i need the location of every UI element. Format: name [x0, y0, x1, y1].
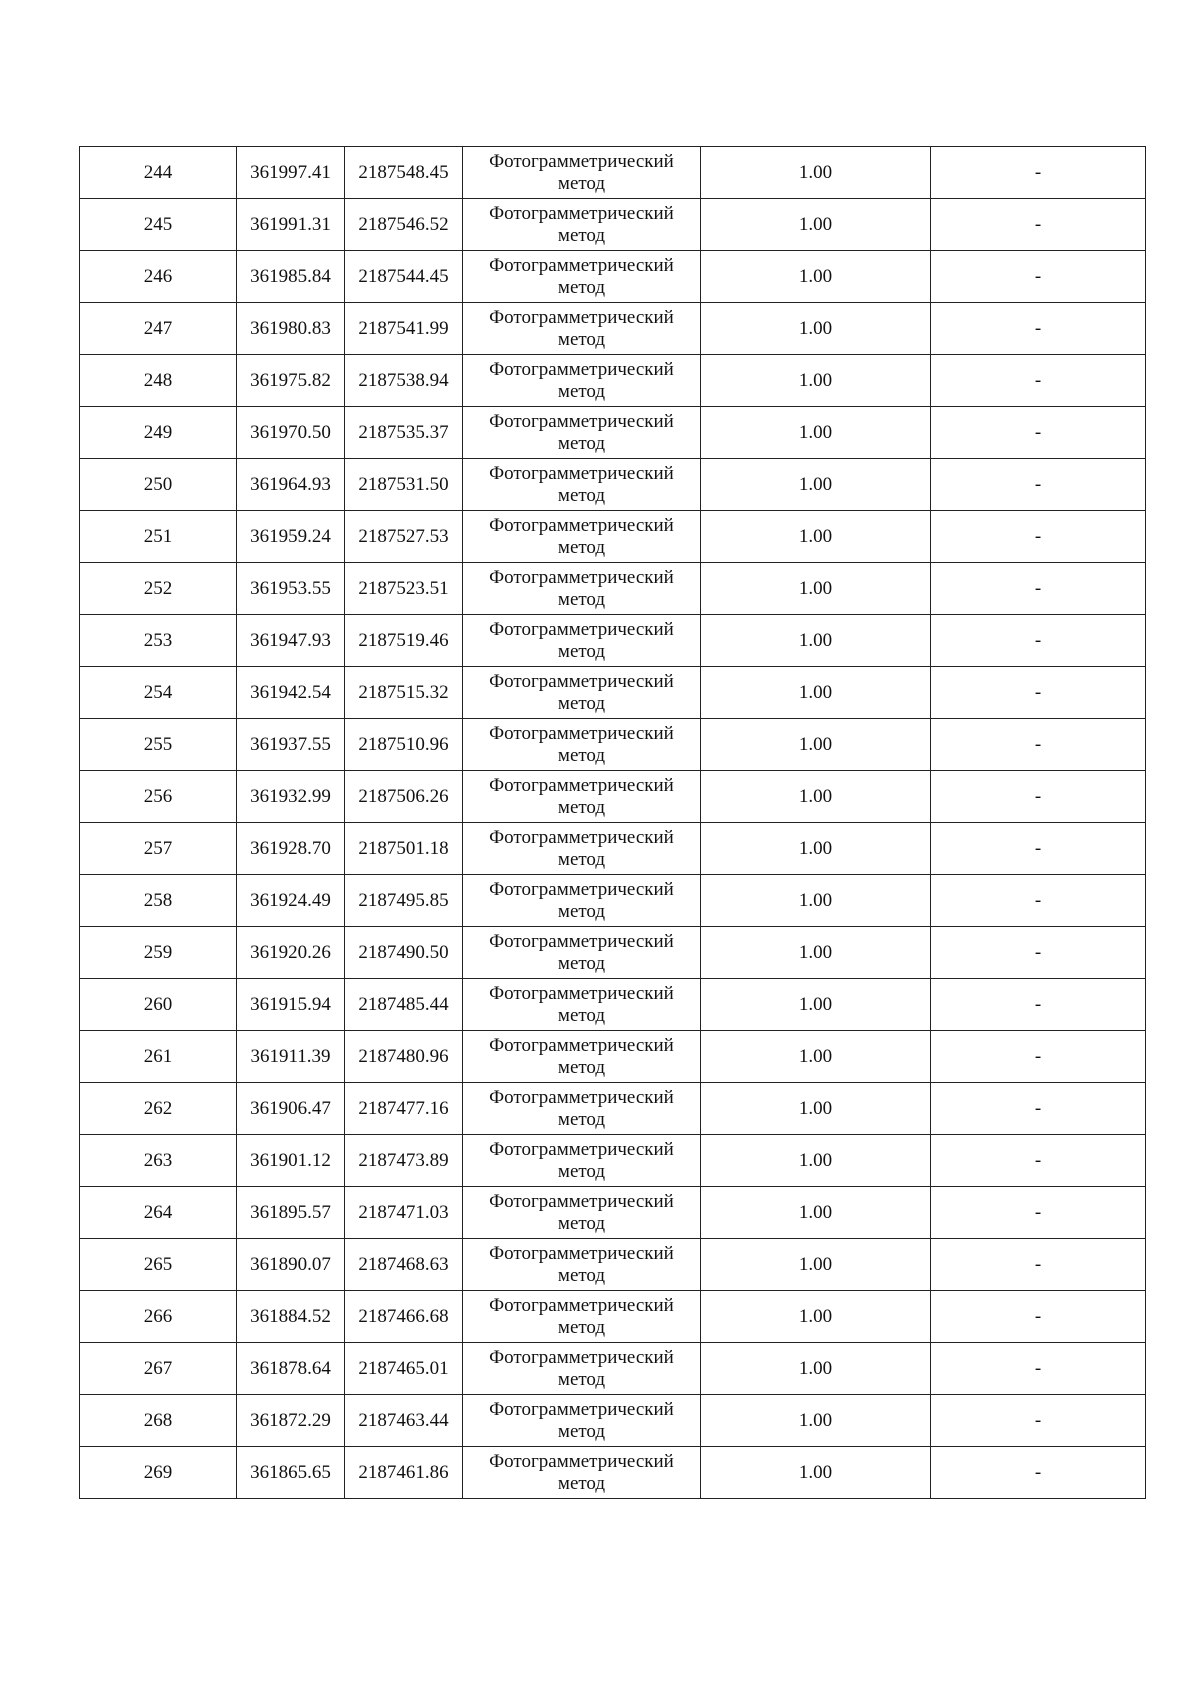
- table-row: [80, 667, 1146, 719]
- table-row: [80, 1239, 1146, 1291]
- note-cell: -: [931, 303, 1146, 355]
- method-line-2: метод: [557, 692, 606, 714]
- note-cell: -: [931, 355, 1146, 407]
- x-coordinate-cell: 361906.47: [237, 1083, 345, 1135]
- note-cell: -: [931, 979, 1146, 1031]
- point-number-cell: 258: [80, 875, 237, 927]
- note-cell: -: [931, 1343, 1146, 1395]
- method-line-1: Фотограмметрический: [489, 566, 674, 588]
- note-cell: -: [931, 511, 1146, 563]
- point-number-cell: 268: [80, 1395, 237, 1447]
- table-row: [80, 719, 1146, 771]
- table-row: [80, 303, 1146, 355]
- point-number-cell: 256: [80, 771, 237, 823]
- accuracy-cell: 1.00: [701, 615, 931, 667]
- x-coordinate-cell: 361932.99: [237, 771, 345, 823]
- method-cell: [463, 251, 701, 303]
- x-coordinate-cell: 361890.07: [237, 1239, 345, 1291]
- point-number-cell: 260: [80, 979, 237, 1031]
- accuracy-cell: 1.00: [701, 407, 931, 459]
- y-coordinate-cell: 2187535.37: [345, 407, 463, 459]
- method-line-1: Фотограмметрический: [489, 1294, 674, 1316]
- method-line-1: Фотограмметрический: [489, 1346, 674, 1368]
- method-line-1: Фотограмметрический: [489, 1242, 674, 1264]
- y-coordinate-cell: 2187519.46: [345, 615, 463, 667]
- y-coordinate-cell: 2187461.86: [345, 1447, 463, 1499]
- point-number-cell: 259: [80, 927, 237, 979]
- y-coordinate-cell: 2187531.50: [345, 459, 463, 511]
- method-line-2: метод: [557, 1004, 606, 1026]
- table-row: [80, 1083, 1146, 1135]
- note-cell: -: [931, 459, 1146, 511]
- method-cell: [463, 199, 701, 251]
- method-line-1: Фотограмметрический: [489, 1190, 674, 1212]
- point-number-cell: 247: [80, 303, 237, 355]
- method-line-1: Фотограмметрический: [489, 982, 674, 1004]
- point-number-cell: 254: [80, 667, 237, 719]
- method-line-2: метод: [557, 796, 606, 818]
- y-coordinate-cell: 2187465.01: [345, 1343, 463, 1395]
- note-cell: -: [931, 667, 1146, 719]
- y-coordinate-cell: 2187546.52: [345, 199, 463, 251]
- note-cell: -: [931, 199, 1146, 251]
- method-line-1: Фотограмметрический: [489, 306, 674, 328]
- accuracy-cell: 1.00: [701, 303, 931, 355]
- y-coordinate-cell: 2187501.18: [345, 823, 463, 875]
- y-coordinate-cell: 2187538.94: [345, 355, 463, 407]
- y-coordinate-cell: 2187541.99: [345, 303, 463, 355]
- method-line-2: метод: [557, 744, 606, 766]
- x-coordinate-cell: 361928.70: [237, 823, 345, 875]
- method-line-2: метод: [557, 1160, 606, 1182]
- method-line-1: Фотограмметрический: [489, 1450, 674, 1472]
- method-cell: [463, 979, 701, 1031]
- coordinates-table-body: [80, 147, 1146, 1499]
- method-line-2: метод: [557, 952, 606, 974]
- table-row: [80, 459, 1146, 511]
- note-cell: -: [931, 407, 1146, 459]
- x-coordinate-cell: 361975.82: [237, 355, 345, 407]
- accuracy-cell: 1.00: [701, 199, 931, 251]
- note-cell: -: [931, 1187, 1146, 1239]
- accuracy-cell: 1.00: [701, 251, 931, 303]
- method-cell: [463, 875, 701, 927]
- x-coordinate-cell: 361924.49: [237, 875, 345, 927]
- method-line-1: Фотограмметрический: [489, 618, 674, 640]
- accuracy-cell: 1.00: [701, 667, 931, 719]
- accuracy-cell: 1.00: [701, 1187, 931, 1239]
- method-line-2: метод: [557, 640, 606, 662]
- x-coordinate-cell: 361915.94: [237, 979, 345, 1031]
- point-number-cell: 251: [80, 511, 237, 563]
- method-line-2: метод: [557, 328, 606, 350]
- table-row: [80, 563, 1146, 615]
- accuracy-cell: 1.00: [701, 1135, 931, 1187]
- table-row: [80, 979, 1146, 1031]
- method-line-1: Фотограмметрический: [489, 930, 674, 952]
- method-line-2: метод: [557, 900, 606, 922]
- point-number-cell: 269: [80, 1447, 237, 1499]
- table-row: [80, 1447, 1146, 1499]
- method-cell: [463, 355, 701, 407]
- accuracy-cell: 1.00: [701, 563, 931, 615]
- point-number-cell: 265: [80, 1239, 237, 1291]
- x-coordinate-cell: 361937.55: [237, 719, 345, 771]
- y-coordinate-cell: 2187471.03: [345, 1187, 463, 1239]
- x-coordinate-cell: 361901.12: [237, 1135, 345, 1187]
- y-coordinate-cell: 2187523.51: [345, 563, 463, 615]
- method-cell: [463, 407, 701, 459]
- method-line-1: Фотограмметрический: [489, 878, 674, 900]
- method-line-2: метод: [557, 1420, 606, 1442]
- x-coordinate-cell: 361942.54: [237, 667, 345, 719]
- point-number-cell: 267: [80, 1343, 237, 1395]
- accuracy-cell: 1.00: [701, 1395, 931, 1447]
- table-row: [80, 355, 1146, 407]
- note-cell: -: [931, 1291, 1146, 1343]
- table-row: [80, 1291, 1146, 1343]
- method-line-2: метод: [557, 1264, 606, 1286]
- note-cell: -: [931, 875, 1146, 927]
- x-coordinate-cell: 361865.65: [237, 1447, 345, 1499]
- x-coordinate-cell: 361884.52: [237, 1291, 345, 1343]
- accuracy-cell: 1.00: [701, 459, 931, 511]
- note-cell: -: [931, 1083, 1146, 1135]
- note-cell: -: [931, 1395, 1146, 1447]
- method-line-2: метод: [557, 536, 606, 558]
- x-coordinate-cell: 361997.41: [237, 147, 345, 199]
- point-number-cell: 253: [80, 615, 237, 667]
- y-coordinate-cell: 2187544.45: [345, 251, 463, 303]
- note-cell: -: [931, 251, 1146, 303]
- table-row: [80, 927, 1146, 979]
- accuracy-cell: 1.00: [701, 875, 931, 927]
- table-row: [80, 407, 1146, 459]
- y-coordinate-cell: 2187480.96: [345, 1031, 463, 1083]
- y-coordinate-cell: 2187506.26: [345, 771, 463, 823]
- point-number-cell: 264: [80, 1187, 237, 1239]
- method-cell: [463, 667, 701, 719]
- method-line-1: Фотограмметрический: [489, 254, 674, 276]
- accuracy-cell: 1.00: [701, 511, 931, 563]
- accuracy-cell: 1.00: [701, 823, 931, 875]
- method-line-2: метод: [557, 276, 606, 298]
- accuracy-cell: 1.00: [701, 147, 931, 199]
- accuracy-cell: 1.00: [701, 927, 931, 979]
- method-cell: [463, 1239, 701, 1291]
- y-coordinate-cell: 2187466.68: [345, 1291, 463, 1343]
- accuracy-cell: 1.00: [701, 1083, 931, 1135]
- x-coordinate-cell: 361991.31: [237, 199, 345, 251]
- method-line-2: метод: [557, 1212, 606, 1234]
- method-line-2: метод: [557, 484, 606, 506]
- note-cell: -: [931, 147, 1146, 199]
- method-cell: [463, 1083, 701, 1135]
- y-coordinate-cell: 2187463.44: [345, 1395, 463, 1447]
- table-row: [80, 1187, 1146, 1239]
- note-cell: -: [931, 927, 1146, 979]
- point-number-cell: 262: [80, 1083, 237, 1135]
- note-cell: -: [931, 1447, 1146, 1499]
- x-coordinate-cell: 361920.26: [237, 927, 345, 979]
- method-cell: [463, 615, 701, 667]
- method-line-2: метод: [557, 1056, 606, 1078]
- method-cell: [463, 511, 701, 563]
- method-line-1: Фотограмметрический: [489, 202, 674, 224]
- note-cell: -: [931, 771, 1146, 823]
- x-coordinate-cell: 361980.83: [237, 303, 345, 355]
- x-coordinate-cell: 361959.24: [237, 511, 345, 563]
- accuracy-cell: 1.00: [701, 719, 931, 771]
- method-line-1: Фотограмметрический: [489, 1034, 674, 1056]
- x-coordinate-cell: 361970.50: [237, 407, 345, 459]
- method-line-2: метод: [557, 1316, 606, 1338]
- accuracy-cell: 1.00: [701, 771, 931, 823]
- method-line-2: метод: [557, 588, 606, 610]
- method-line-1: Фотограмметрический: [489, 826, 674, 848]
- y-coordinate-cell: 2187485.44: [345, 979, 463, 1031]
- accuracy-cell: 1.00: [701, 1291, 931, 1343]
- method-line-1: Фотограмметрический: [489, 358, 674, 380]
- point-number-cell: 249: [80, 407, 237, 459]
- x-coordinate-cell: 361985.84: [237, 251, 345, 303]
- method-line-1: Фотограмметрический: [489, 514, 674, 536]
- method-line-2: метод: [557, 172, 606, 194]
- method-line-2: метод: [557, 1108, 606, 1130]
- table-row: [80, 511, 1146, 563]
- x-coordinate-cell: 361953.55: [237, 563, 345, 615]
- method-line-1: Фотограмметрический: [489, 1138, 674, 1160]
- point-number-cell: 252: [80, 563, 237, 615]
- method-cell: [463, 1187, 701, 1239]
- method-line-1: Фотограмметрический: [489, 774, 674, 796]
- y-coordinate-cell: 2187468.63: [345, 1239, 463, 1291]
- method-cell: [463, 563, 701, 615]
- point-number-cell: 250: [80, 459, 237, 511]
- table-row: [80, 1395, 1146, 1447]
- note-cell: -: [931, 1031, 1146, 1083]
- y-coordinate-cell: 2187515.32: [345, 667, 463, 719]
- accuracy-cell: 1.00: [701, 1447, 931, 1499]
- method-cell: [463, 147, 701, 199]
- method-line-1: Фотограмметрический: [489, 462, 674, 484]
- method-line-2: метод: [557, 1368, 606, 1390]
- method-cell: [463, 1343, 701, 1395]
- table-row: [80, 147, 1146, 199]
- method-cell: [463, 771, 701, 823]
- method-line-1: Фотограмметрический: [489, 1398, 674, 1420]
- table-row: [80, 199, 1146, 251]
- x-coordinate-cell: 361947.93: [237, 615, 345, 667]
- table-row: [80, 823, 1146, 875]
- method-line-1: Фотограмметрический: [489, 410, 674, 432]
- y-coordinate-cell: 2187490.50: [345, 927, 463, 979]
- method-cell: [463, 1031, 701, 1083]
- accuracy-cell: 1.00: [701, 1239, 931, 1291]
- point-number-cell: 246: [80, 251, 237, 303]
- point-number-cell: 245: [80, 199, 237, 251]
- method-line-1: Фотограмметрический: [489, 670, 674, 692]
- method-cell: [463, 927, 701, 979]
- note-cell: -: [931, 823, 1146, 875]
- x-coordinate-cell: 361911.39: [237, 1031, 345, 1083]
- method-cell: [463, 823, 701, 875]
- method-cell: [463, 1291, 701, 1343]
- accuracy-cell: 1.00: [701, 979, 931, 1031]
- point-number-cell: 263: [80, 1135, 237, 1187]
- method-line-1: Фотограмметрический: [489, 1086, 674, 1108]
- note-cell: -: [931, 615, 1146, 667]
- method-line-2: метод: [557, 380, 606, 402]
- table-row: [80, 251, 1146, 303]
- method-cell: [463, 1135, 701, 1187]
- table-row: [80, 1031, 1146, 1083]
- note-cell: -: [931, 719, 1146, 771]
- method-cell: [463, 719, 701, 771]
- accuracy-cell: 1.00: [701, 355, 931, 407]
- table-row: [80, 615, 1146, 667]
- y-coordinate-cell: 2187527.53: [345, 511, 463, 563]
- method-line-2: метод: [557, 224, 606, 246]
- method-cell: [463, 1447, 701, 1499]
- table-row: [80, 1135, 1146, 1187]
- point-number-cell: 257: [80, 823, 237, 875]
- y-coordinate-cell: 2187495.85: [345, 875, 463, 927]
- y-coordinate-cell: 2187473.89: [345, 1135, 463, 1187]
- accuracy-cell: 1.00: [701, 1343, 931, 1395]
- y-coordinate-cell: 2187548.45: [345, 147, 463, 199]
- method-line-1: Фотограмметрический: [489, 150, 674, 172]
- x-coordinate-cell: 361878.64: [237, 1343, 345, 1395]
- point-number-cell: 261: [80, 1031, 237, 1083]
- point-number-cell: 266: [80, 1291, 237, 1343]
- coordinates-table: [79, 146, 1146, 1499]
- method-cell: [463, 1395, 701, 1447]
- point-number-cell: 244: [80, 147, 237, 199]
- method-line-1: Фотограмметрический: [489, 722, 674, 744]
- point-number-cell: 248: [80, 355, 237, 407]
- table-row: [80, 875, 1146, 927]
- method-line-2: метод: [557, 432, 606, 454]
- table-row: [80, 771, 1146, 823]
- note-cell: -: [931, 1135, 1146, 1187]
- y-coordinate-cell: 2187477.16: [345, 1083, 463, 1135]
- note-cell: -: [931, 563, 1146, 615]
- point-number-cell: 255: [80, 719, 237, 771]
- x-coordinate-cell: 361895.57: [237, 1187, 345, 1239]
- method-cell: [463, 303, 701, 355]
- method-line-2: метод: [557, 1472, 606, 1494]
- x-coordinate-cell: 361964.93: [237, 459, 345, 511]
- method-line-2: метод: [557, 848, 606, 870]
- note-cell: -: [931, 1239, 1146, 1291]
- x-coordinate-cell: 361872.29: [237, 1395, 345, 1447]
- method-cell: [463, 459, 701, 511]
- y-coordinate-cell: 2187510.96: [345, 719, 463, 771]
- accuracy-cell: 1.00: [701, 1031, 931, 1083]
- table-row: [80, 1343, 1146, 1395]
